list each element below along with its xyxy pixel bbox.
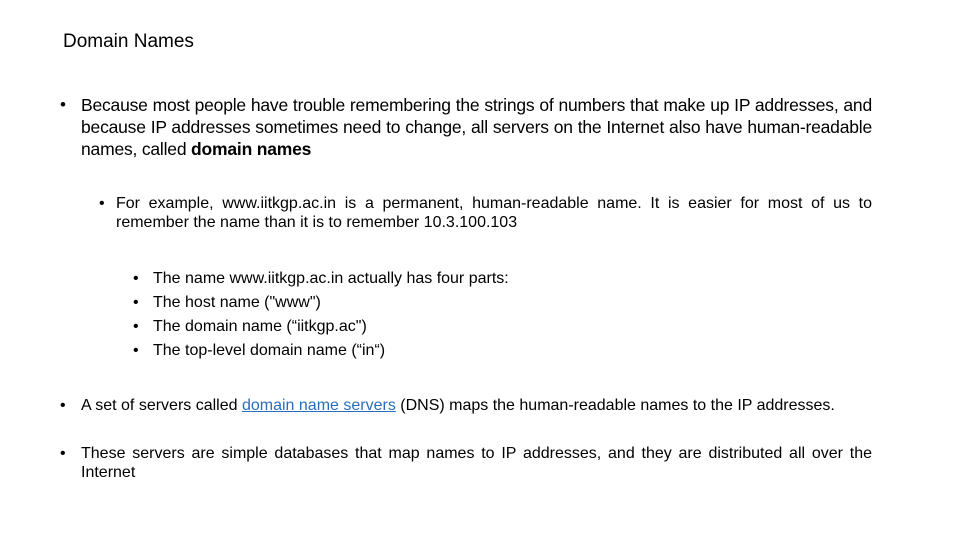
bullet-dot: •: [133, 318, 139, 335]
list-item: [133, 315, 509, 339]
bullet-dot: •: [133, 342, 139, 359]
bullet-dot: •: [60, 397, 66, 414]
bullet-text: These servers are simple databases that map names to IP addresses, and they are distributed all over the Internet: [81, 445, 872, 481]
bullet-dot: •: [60, 445, 66, 462]
bullet-dot: •: [99, 195, 105, 212]
dns-link[interactable]: domain name servers: [241, 397, 396, 414]
bullet-dot: •: [133, 270, 139, 287]
bullet-bold-term: domain names: [191, 139, 312, 159]
list-item-text: The domain name (“iitkgp.ac"): [153, 318, 367, 335]
bullet-text: Because most people have trouble remembering the strings of numbers that make up IP addresses, and because IP addresses sometimes need to change, all servers on the Internet also have human-readable names, called: [81, 95, 872, 159]
bullet-dot: •: [133, 294, 139, 311]
bullet-text-before: A set of servers called: [81, 397, 242, 414]
bullet-dot: •: [60, 95, 66, 114]
bullet-distributed: [60, 444, 872, 482]
list-item-text: The host name ("www"): [153, 294, 321, 311]
bullet-text-after: (DNS) maps the human-readable names to the IP addresses.: [395, 397, 835, 414]
bullet-domain-names: [60, 94, 872, 160]
slide-title: Domain Names: [63, 31, 194, 52]
list-item: [133, 339, 509, 363]
bullet-example: [99, 194, 872, 232]
list-item-text: The name www.iitkgp.ac.in actually has four parts:: [153, 270, 509, 287]
bullet-dns-servers: [60, 396, 872, 415]
list-item-text: The top-level domain name (“in“): [153, 342, 386, 359]
list-item: [133, 291, 509, 315]
domain-parts-list: [133, 267, 509, 363]
list-item: [133, 267, 509, 291]
bullet-text: For example, www.iitkgp.ac.in is a permanent, human-readable name. It is easier for most of us to remember the name than it is to remember 10.3.100.103: [116, 195, 872, 231]
